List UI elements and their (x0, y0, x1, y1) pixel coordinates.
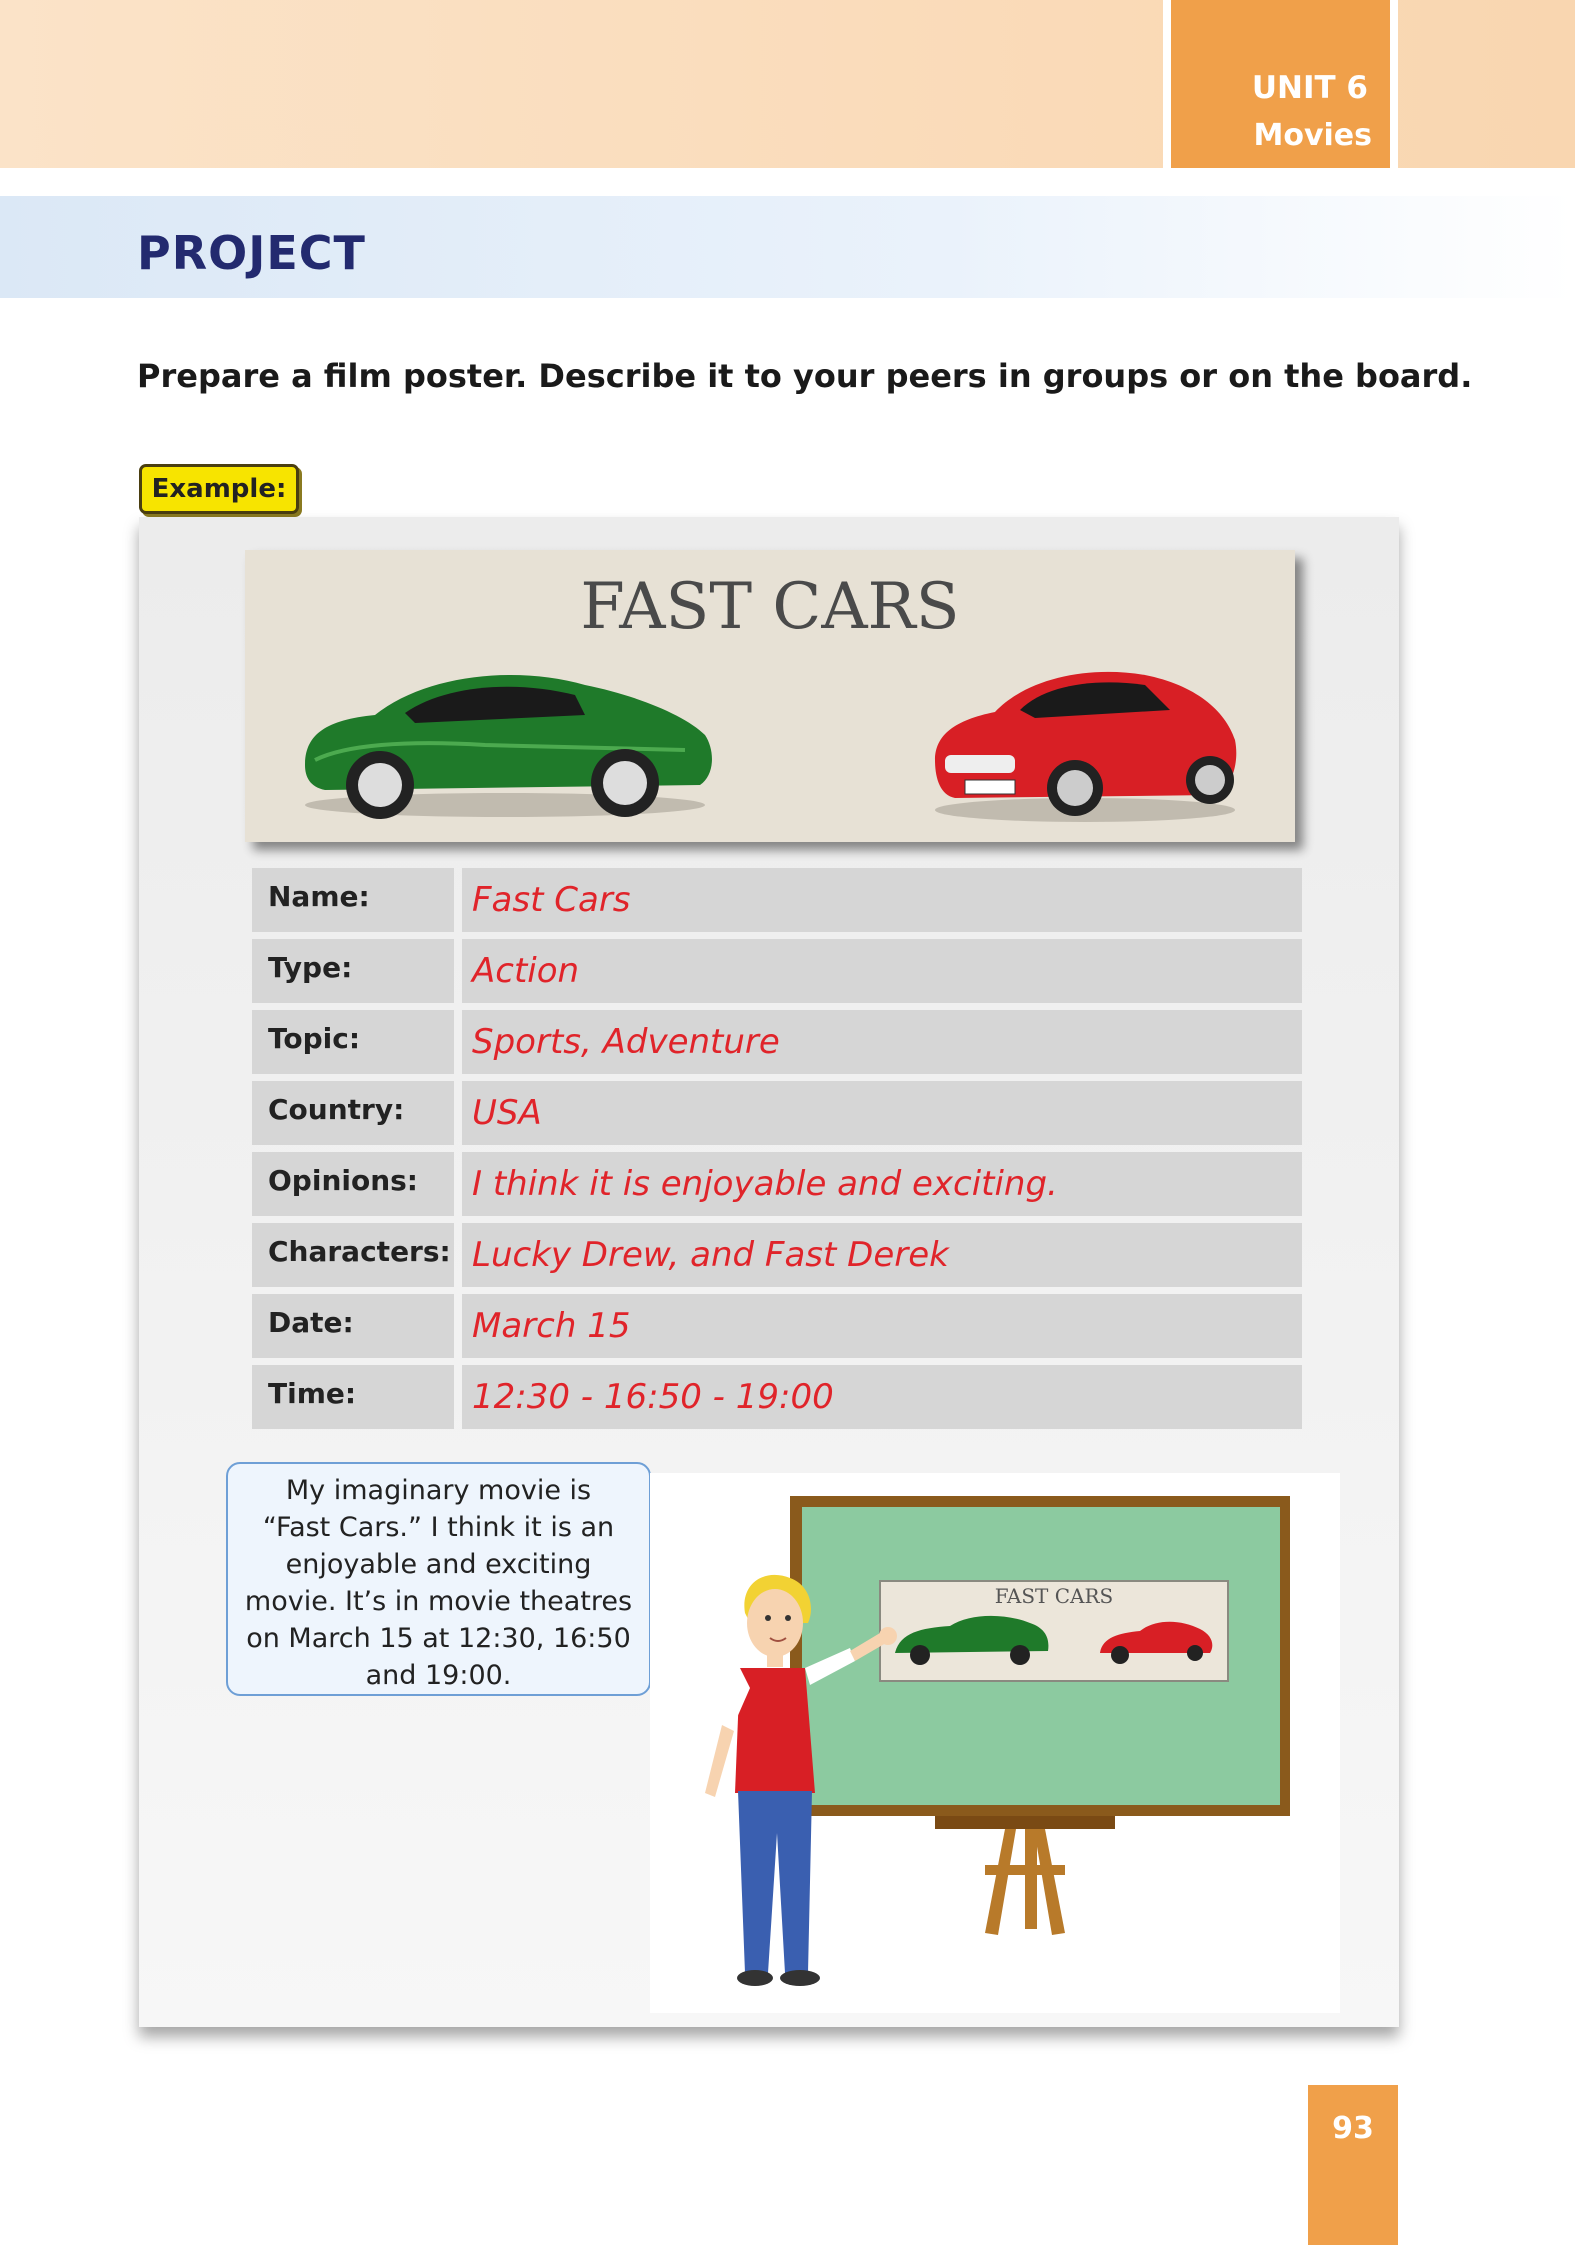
row-label: Topic: (252, 1010, 454, 1074)
presentation-scene (650, 1473, 1340, 2013)
section-title: PROJECT (137, 226, 366, 280)
row-value: March 15 (462, 1294, 1302, 1358)
page-number: 93 (1332, 2111, 1374, 2146)
row-value: I think it is enjoyable and exciting. (462, 1152, 1302, 1216)
row-value: Action (462, 939, 1302, 1003)
unit-subtitle: Movies (1253, 118, 1372, 153)
poster-title: FAST CARS (580, 570, 960, 644)
speech-line: and 19:00. (365, 1660, 512, 1691)
row-label: Name: (252, 868, 454, 932)
easel-icon (935, 1813, 1115, 1935)
table-row (252, 1010, 1302, 1074)
row-label: Opinions: (252, 1152, 454, 1216)
red-car-icon (925, 640, 1245, 830)
instruction-text: Prepare a film poster. Describe it to your peers in groups or on the board. (137, 357, 1473, 395)
example-badge: Example: (139, 464, 299, 514)
row-label: Time: (252, 1365, 454, 1429)
row-label: Type: (252, 939, 454, 1003)
row-label: Characters: (252, 1223, 454, 1287)
mini-poster-title: FAST CARS (994, 1584, 1114, 1608)
film-info-table (252, 868, 1302, 1436)
row-value: 12:30 - 16:50 - 19:00 (462, 1365, 1302, 1429)
table-row (252, 1294, 1302, 1358)
speech-line: movie. It’s in movie theatres (244, 1586, 633, 1617)
row-value: USA (462, 1081, 1302, 1145)
row-value: Lucky Drew, and Fast Derek (462, 1223, 1302, 1287)
speech-line: “Fast Cars.” I think it is an (262, 1512, 615, 1543)
speech-line: on March 15 at 12:30, 16:50 (246, 1623, 631, 1654)
speech-line: enjoyable and exciting (285, 1549, 592, 1580)
unit-title: UNIT 6 (1251, 70, 1368, 106)
presenter-board-illustration (650, 1473, 1340, 2013)
row-label: Country: (252, 1081, 454, 1145)
speech-bubble (226, 1462, 651, 1696)
page-number-tab (1308, 2085, 1398, 2245)
table-row (252, 1365, 1302, 1429)
film-poster (245, 550, 1295, 842)
row-label: Date: (252, 1294, 454, 1358)
speech-line: My imaginary movie is (285, 1475, 592, 1506)
table-row (252, 1223, 1302, 1287)
unit-tab (1163, 0, 1398, 168)
table-row (252, 1152, 1302, 1216)
table-row (252, 1081, 1302, 1145)
table-row (252, 868, 1302, 932)
table-row (252, 939, 1302, 1003)
row-value: Fast Cars (462, 868, 1302, 932)
row-value: Sports, Adventure (462, 1010, 1302, 1074)
green-car-icon (285, 645, 725, 825)
mini-poster (880, 1581, 1228, 1681)
